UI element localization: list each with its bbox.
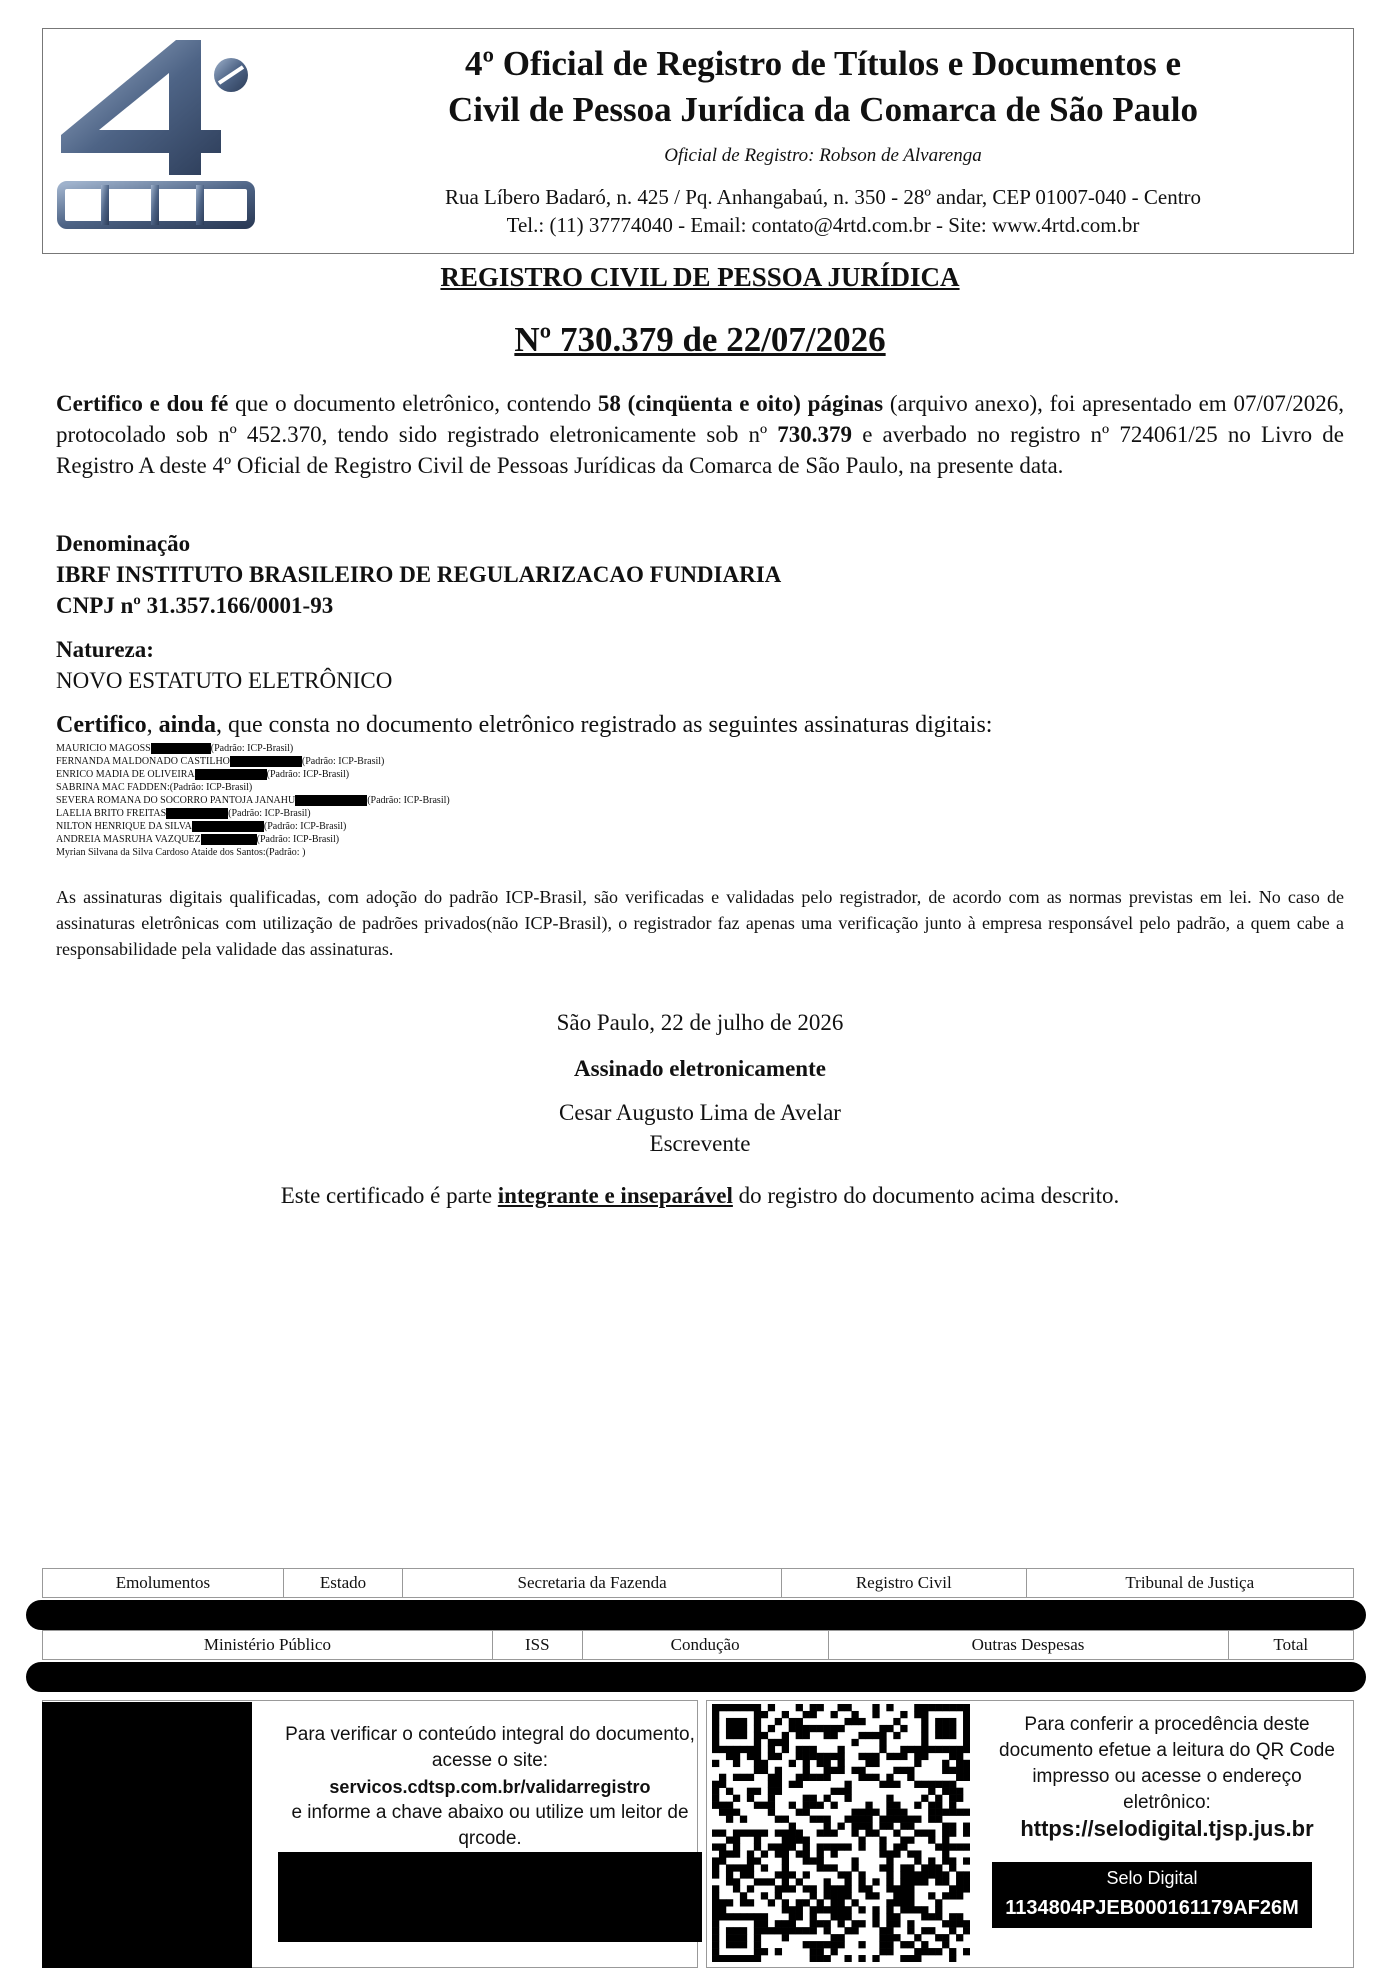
header-address <box>293 183 1353 239</box>
redaction-mark <box>295 795 367 806</box>
signature-name: ENRICO MADIA DE OLIVEIRA <box>56 769 195 780</box>
sig-intro-text-2: , que consta no documento eletrônico registrado as seguintes assinaturas digitais: <box>215 712 993 738</box>
cert-text-2: (arquivo anexo), foi apresentado em 07/07/2026, protocolado sob nº 452.370, tendo sido registrado eletronicamente sob nº <box>56 391 1344 447</box>
fee-header: Tribunal de Justiça <box>1026 1569 1353 1598</box>
redaction-mark <box>230 756 302 767</box>
registry-type: REGISTRO CIVIL DE PESSOA JURÍDICA <box>440 262 960 292</box>
4rtd-logo-icon <box>51 35 256 245</box>
signatures-note: As assinaturas digitais qualificadas, com adoção do padrão ICP-Brasil, são verificadas e validadas pelo registrador, de acordo com as normas previstas em lei. No caso de assinaturas eletrônicas com utilização de padrões privados(não ICP-Brasil), o registrador faz apenas uma verificação junto à empresa responsável pelo padrão, a quem cabe a responsabilidade pela validade das assinaturas. <box>56 887 1344 959</box>
redaction-block <box>42 1702 252 1968</box>
signature-standard: (Padrão: ICP-Brasil) <box>301 756 385 767</box>
verify-instructions <box>278 1722 702 1852</box>
signature-row <box>56 768 450 781</box>
signature-row <box>56 820 450 833</box>
signature-name: ANDREIA MASRUHA VAZQUEZ <box>56 834 201 845</box>
signature-row <box>56 807 450 820</box>
signature-standard: (Padrão: ICP-Brasil) <box>210 743 294 754</box>
signature-standard: (Padrão: ICP-Brasil) <box>228 808 311 819</box>
signature-standard: (Padrão: ) <box>265 847 306 858</box>
qr-code-icon[interactable] <box>712 1704 970 1962</box>
cert-bold-1: Certifico e dou fé <box>56 391 229 416</box>
address-line1: Rua Líbero Badaró, n. 425 / Pq. Anhangabaú, n. 350 - 28º andar, CEP 01007-040 - Centro <box>444 185 1202 209</box>
cert-bold-2: 58 (cinqüenta e oito) páginas <box>597 391 884 416</box>
signature-standard: (Padrão: ICP-Brasil) <box>169 782 253 793</box>
official-name: Oficial de Registro: Robson de Alvarenga <box>664 145 982 166</box>
seal-label: Selo Digital <box>1106 1868 1198 1888</box>
signature-standard: (Padrão: ICP-Brasil) <box>256 834 340 845</box>
signature-name: SABRINA MAC FADDEN: <box>56 782 170 793</box>
signatures-list <box>56 742 450 859</box>
seal-code: 1134804PJEB000161179AF26M <box>1005 1897 1299 1919</box>
closing-date: São Paulo, 22 de julho de 2026 <box>556 1010 844 1035</box>
fees-table-1 <box>42 1568 1354 1598</box>
header-title-line2: Civil de Pessoa Jurídica da Comarca de São Paulo <box>448 90 1198 129</box>
entity-name: IBRF INSTITUTO BRASILEIRO DE REGULARIZACAO FUNDIARIA <box>56 562 782 587</box>
sig-intro-bold-1: Certifico <box>56 712 147 738</box>
nature-block <box>56 634 392 696</box>
header-title-line1: 4º Oficial de Registro de Títulos e Documentos e <box>464 44 1182 83</box>
signature-name: Myrian Silvana da Silva Cardoso Ataide dos Santos: <box>56 847 266 858</box>
redaction-bar <box>26 1600 1366 1630</box>
digital-seal <box>992 1862 1312 1928</box>
signature-name: FERNANDA MALDONADO CASTILHO <box>56 756 230 767</box>
fee-header: ISS <box>492 1631 582 1660</box>
certificate-paragraph <box>56 388 1344 481</box>
entity-cnpj: CNPJ nº 31.357.166/0001-93 <box>56 593 334 618</box>
redaction-mark <box>192 821 264 832</box>
closing-note <box>0 1183 1400 1209</box>
signatures-intro <box>56 712 992 739</box>
header-title <box>293 41 1353 133</box>
signature-row <box>56 781 450 794</box>
signer-role: Escrevente <box>649 1131 751 1156</box>
signature-name: LAELIA BRITO FREITAS <box>56 808 167 819</box>
note-text-1: Este certificado é parte <box>280 1183 498 1208</box>
fee-header: Total <box>1228 1631 1353 1660</box>
entity-block <box>56 528 781 621</box>
nature-label: Natureza: <box>56 637 154 662</box>
registry-number: Nº 730.379 de 22/07/2026 <box>514 320 886 359</box>
nature-value: NOVO ESTATUTO ELETRÔNICO <box>56 668 393 693</box>
signature-row <box>56 833 450 846</box>
entity-label: Denominação <box>56 531 191 556</box>
cert-text-1: que o documento eletrônico, contendo <box>228 391 598 416</box>
fee-header: Emolumentos <box>43 1569 284 1598</box>
fee-header: Outras Despesas <box>828 1631 1228 1660</box>
fee-header: Registro Civil <box>782 1569 1026 1598</box>
signature-name: NILTON HENRIQUE DA SILVA <box>56 821 192 832</box>
signature-row <box>56 742 450 755</box>
signature-standard: (Padrão: ICP-Brasil) <box>263 821 347 832</box>
address-line2: Tel.: (11) 37774040 - Email: contato@4rtd.com.br - Site: www.4rtd.com.br <box>506 213 1140 237</box>
redaction-mark <box>166 808 228 819</box>
fee-header: Ministério Público <box>43 1631 493 1660</box>
cert-text-3: e averbado no registro nº 724061/25 no Livro de Registro A deste 4º Oficial de Registro Civil de Pessoas Jurídicas da Comarca de São Paulo, na presente data. <box>56 422 1344 478</box>
sig-intro-bold-2: ainda <box>158 712 216 738</box>
signature-name: MAURICIO MAGOSS <box>56 743 151 754</box>
signature-standard: (Padrão: ICP-Brasil) <box>266 769 350 780</box>
cert-bold-3: 730.379 <box>777 422 853 447</box>
signature-name: SEVERA ROMANA DO SOCORRO PANTOJA JANAHU <box>56 795 296 806</box>
note-bold: integrante e inseparável <box>497 1183 733 1208</box>
closing-signed: Assinado eletronicamente <box>574 1056 826 1081</box>
signature-row <box>56 794 450 807</box>
fee-header: Condução <box>582 1631 828 1660</box>
selo-url-link[interactable]: https://selodigital.tjsp.jus.br <box>1020 1816 1314 1841</box>
note-text-2: do registro do documento acima descrito. <box>732 1183 1120 1208</box>
qr-instructions: Para conferir a procedência deste documento efetue a leitura do QR Code impresso ou acesse o endereço eletrônico: <box>999 1714 1335 1813</box>
signature-standard: (Padrão: ICP-Brasil) <box>367 795 450 806</box>
fee-header: Estado <box>283 1569 402 1598</box>
redaction-mark <box>195 769 267 780</box>
verify-line1: Para verificar o conteúdo integral do documento, acesse o site: <box>285 1724 695 1771</box>
redaction-block <box>278 1852 702 1942</box>
verify-site-link[interactable]: servicos.cdtsp.com.br/validarregistro <box>329 1777 651 1797</box>
document-header <box>42 28 1354 254</box>
redaction-bar <box>26 1662 1366 1692</box>
fee-header: Secretaria da Fazenda <box>403 1569 782 1598</box>
signature-row <box>56 755 450 768</box>
fees-table-2 <box>42 1630 1354 1660</box>
signer-name: Cesar Augusto Lima de Avelar <box>559 1100 841 1125</box>
redaction-mark <box>151 743 211 754</box>
signature-row <box>56 846 450 859</box>
sig-intro-text-1: , <box>146 712 159 738</box>
verify-line2: e informe a chave abaixo ou utilize um leitor de qrcode. <box>291 1802 689 1849</box>
redaction-mark <box>201 834 257 845</box>
